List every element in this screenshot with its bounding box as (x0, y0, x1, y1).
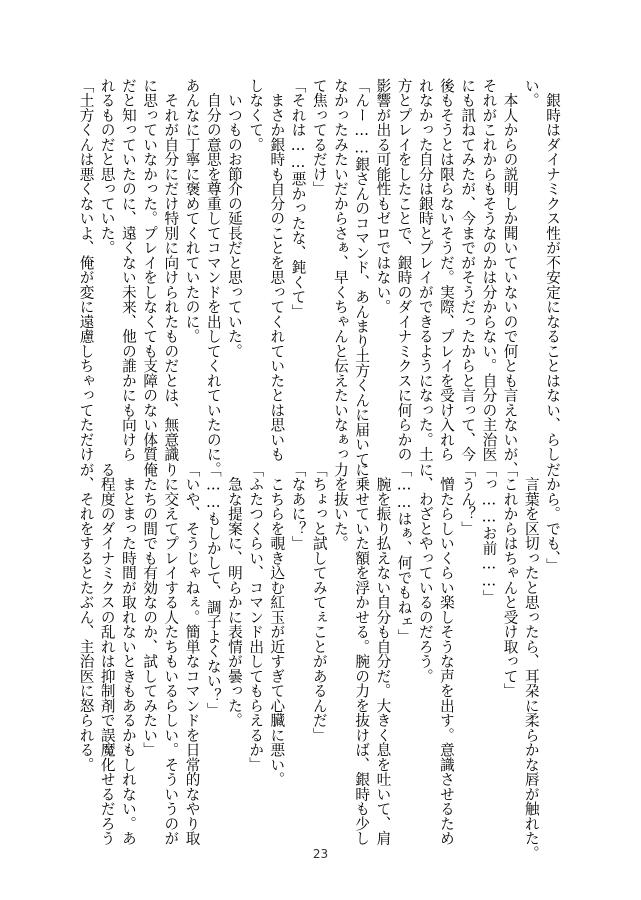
text-line: 急な提案に、明らかに表情が曇った。 (225, 462, 243, 728)
text-line: 「なあに？」 (289, 462, 307, 551)
text-line: 腕を振り払えない自分も自分だ。大きく息を吐いて、肩 (374, 462, 392, 846)
text-line: しなくて。 (247, 78, 265, 152)
text-line: に、わざとやっているのだろう。 (416, 462, 434, 684)
text-line: 本人からの説明しか聞いていないので何とも言えないが、 (501, 78, 519, 477)
text-line: 「ちょっと試してみてぇことがあるんだ」 (310, 462, 328, 743)
text-line: 「んー……銀さんのコマンド、あんまり土方くんに届いて (353, 78, 371, 467)
text-line: 「これからはちゃんと受け取って」 (501, 462, 519, 698)
text-line: に思っていなかった。プレイをしなくても支障のない体質 (141, 78, 159, 462)
text-line: だと知っていたのに、遠くない未来、他の誰かにも向けら (119, 78, 137, 462)
text-line: だから。でも、」 (544, 462, 561, 573)
text-line: れなかった自分は銀時とプレイができるようになった。土 (416, 78, 434, 462)
text-block-top (75, 78, 563, 477)
text-line: なかったみたいだからさぁ、早くちゃんと伝えたいなぁっ (331, 78, 349, 462)
text-line: 影響が出る可能性もゼロではない。 (374, 78, 392, 314)
text-line: 憎たらしいくらい楽しそうな声を出す。意識させるため (437, 462, 455, 846)
text-line: りに交えてプレイする人たちもいるらしい。そういうのが (162, 462, 180, 846)
text-line: あんなに丁寧に褒めてくれていたのに。 (183, 78, 201, 344)
text-line: まさか銀時も自分のことを思ってくれていたとは思いも (268, 78, 286, 462)
text-line: が、それをするとたぶん、主治医に怒られる。 (77, 462, 95, 772)
text-line: 力を抜いた。 (331, 462, 349, 551)
text-line: まとまった時間が取れないときもあるかもしれない。あ (119, 462, 137, 846)
text-line: 言葉を区切ったと思ったら、耳朶に柔らかな唇が触れた。 (522, 462, 540, 861)
text-line: 俺たちの間でも有効なのか、試してみたい」 (141, 462, 159, 757)
text-line: 後もそうとは限らないそうだ。実際、プレイを受け入れら (437, 78, 455, 462)
text-line: に乗せていた額を浮かせる。腕の力を抜けば、銀時も少し (353, 462, 371, 846)
text-line: いつものお節介の延長だと思っていた。 (225, 78, 243, 359)
text-line: 「いや、そうじゃねぇ。簡単なコマンドを日常的なやり取 (183, 462, 201, 846)
text-line: 「ふたつくらい、コマンド出してもらえるか」 (247, 462, 265, 772)
text-line: 方とプレイをしたことで、銀時のダイナミクスに何らかの (395, 78, 413, 462)
text-line: 「っ……お前……」 (480, 462, 498, 605)
text-line: こちらを覗き込む紅玉が近すぎて心臓に悪い。 (268, 462, 286, 787)
text-line: 「うん？」 (459, 462, 477, 536)
text-line: て焦ってるだけ」 (310, 78, 328, 196)
text-line: それがこれからもそうなのかは分からない。自分の主治医 (480, 78, 498, 462)
text-line: れるものだと思っていた。 (98, 78, 116, 255)
page-number: 23 (312, 847, 329, 861)
text-line: 銀時はダイナミクス性が不安定になることはない、らし (544, 78, 561, 462)
text-line: 「……はぁ、何でもねェ」 (395, 462, 413, 644)
text-line: 「土方くんは悪くないよ、俺が変に遠慮しちゃってただけ (77, 78, 95, 462)
text-line: る程度のダイナミクスの乱れは抑制剤で誤魔化せるだろう (98, 462, 116, 846)
text-line: それが自分にだけ特別に向けられたものだとは、無意識 (162, 78, 180, 462)
text-line: 「それは……悪かったな、鈍くて」 (289, 78, 307, 319)
text-line: 自分の意思を尊重してコマンドを出してくれていたのに。 (204, 78, 222, 477)
text-line: にも訊ねてみたが、今までがそうだったからと言って、今 (459, 78, 477, 462)
text-line: い。 (522, 78, 540, 108)
text-line: 「……もしかして、調子よくない？」 (204, 462, 222, 718)
